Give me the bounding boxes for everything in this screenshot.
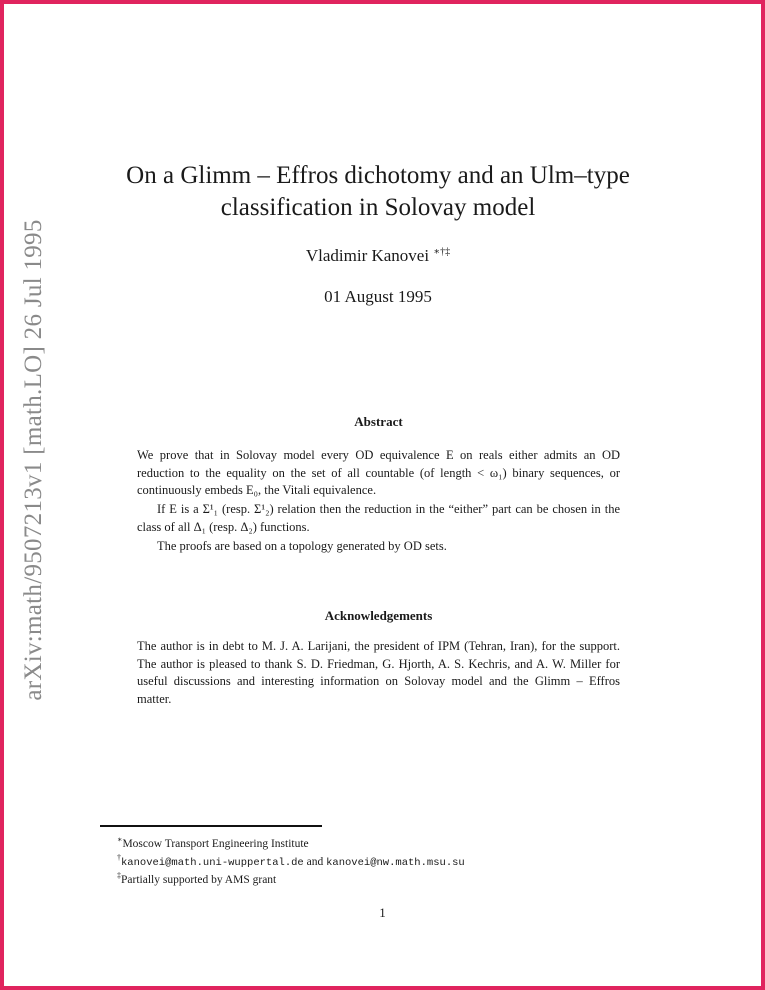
footnote-emails (117, 851, 465, 870)
footnote-mark-3: ‡ (117, 871, 121, 880)
acknowledgements-paragraph: The author is in debt to M. J. A. Larijani, the president of IPM (Tehran, Iran), for the support. The author is pleased to thank S. D. Friedman, G. Hjorth, A. S. Kechris, and A. W. Miller for useful discussions and interesting information on Solovay model and the Glimm – Effros matter. (137, 639, 620, 706)
acknowledgements-heading: Acknowledgements (324, 608, 433, 623)
footnote-grant-text: Partially supported by AMS grant (121, 873, 277, 886)
footnote-affiliation (117, 833, 309, 851)
footnote-divider (100, 825, 322, 827)
abstract-paragraph-2: If E is a Σ¹₁ (resp. Σ¹₂) relation then the reduction in the “either” part can be chosen in the class of all Δ₁ (resp. Δ₂) functions. (137, 502, 620, 534)
abstract-paragraph-1: We prove that in Solovay model every OD equivalence E on reals either admits an OD reduction to the equality on the set of all countable (of length < ω₁) binary sequences, or continuously embeds E₀, the Vitali equivalence. (137, 448, 620, 497)
footnote-mark-2: † (117, 853, 121, 862)
footnote-grant (117, 869, 276, 887)
arxiv-identifier-stamp: arXiv:math/9507213v1 [math.LO] 26 Jul 1995 (20, 219, 47, 701)
footnote-and: and (306, 855, 324, 868)
abstract-paragraph-3: The proofs are based on a topology generated by OD sets. (157, 539, 447, 553)
page-number: 1 (379, 905, 386, 920)
title-line-2: classification in Solovay model (220, 194, 536, 221)
email-2[interactable]: kanovei@nw.math.msu.su (326, 856, 465, 869)
email-1[interactable]: kanovei@math.uni-wuppertal.de (121, 856, 304, 869)
footnote-mark-1: ∗ (117, 835, 123, 844)
paper-title (60, 160, 696, 224)
author-line (60, 246, 696, 266)
footnote-affiliation-text: Moscow Transport Engineering Institute (122, 837, 309, 850)
paper-date: 01 August 1995 (324, 287, 432, 306)
abstract-heading: Abstract (354, 414, 403, 429)
author-name: Vladimir Kanovei (305, 246, 430, 265)
author-footnote-marks: ∗†‡ (433, 246, 451, 258)
title-line-1: On a Glimm – Effros dichotomy and an Ulm–type (126, 162, 630, 189)
